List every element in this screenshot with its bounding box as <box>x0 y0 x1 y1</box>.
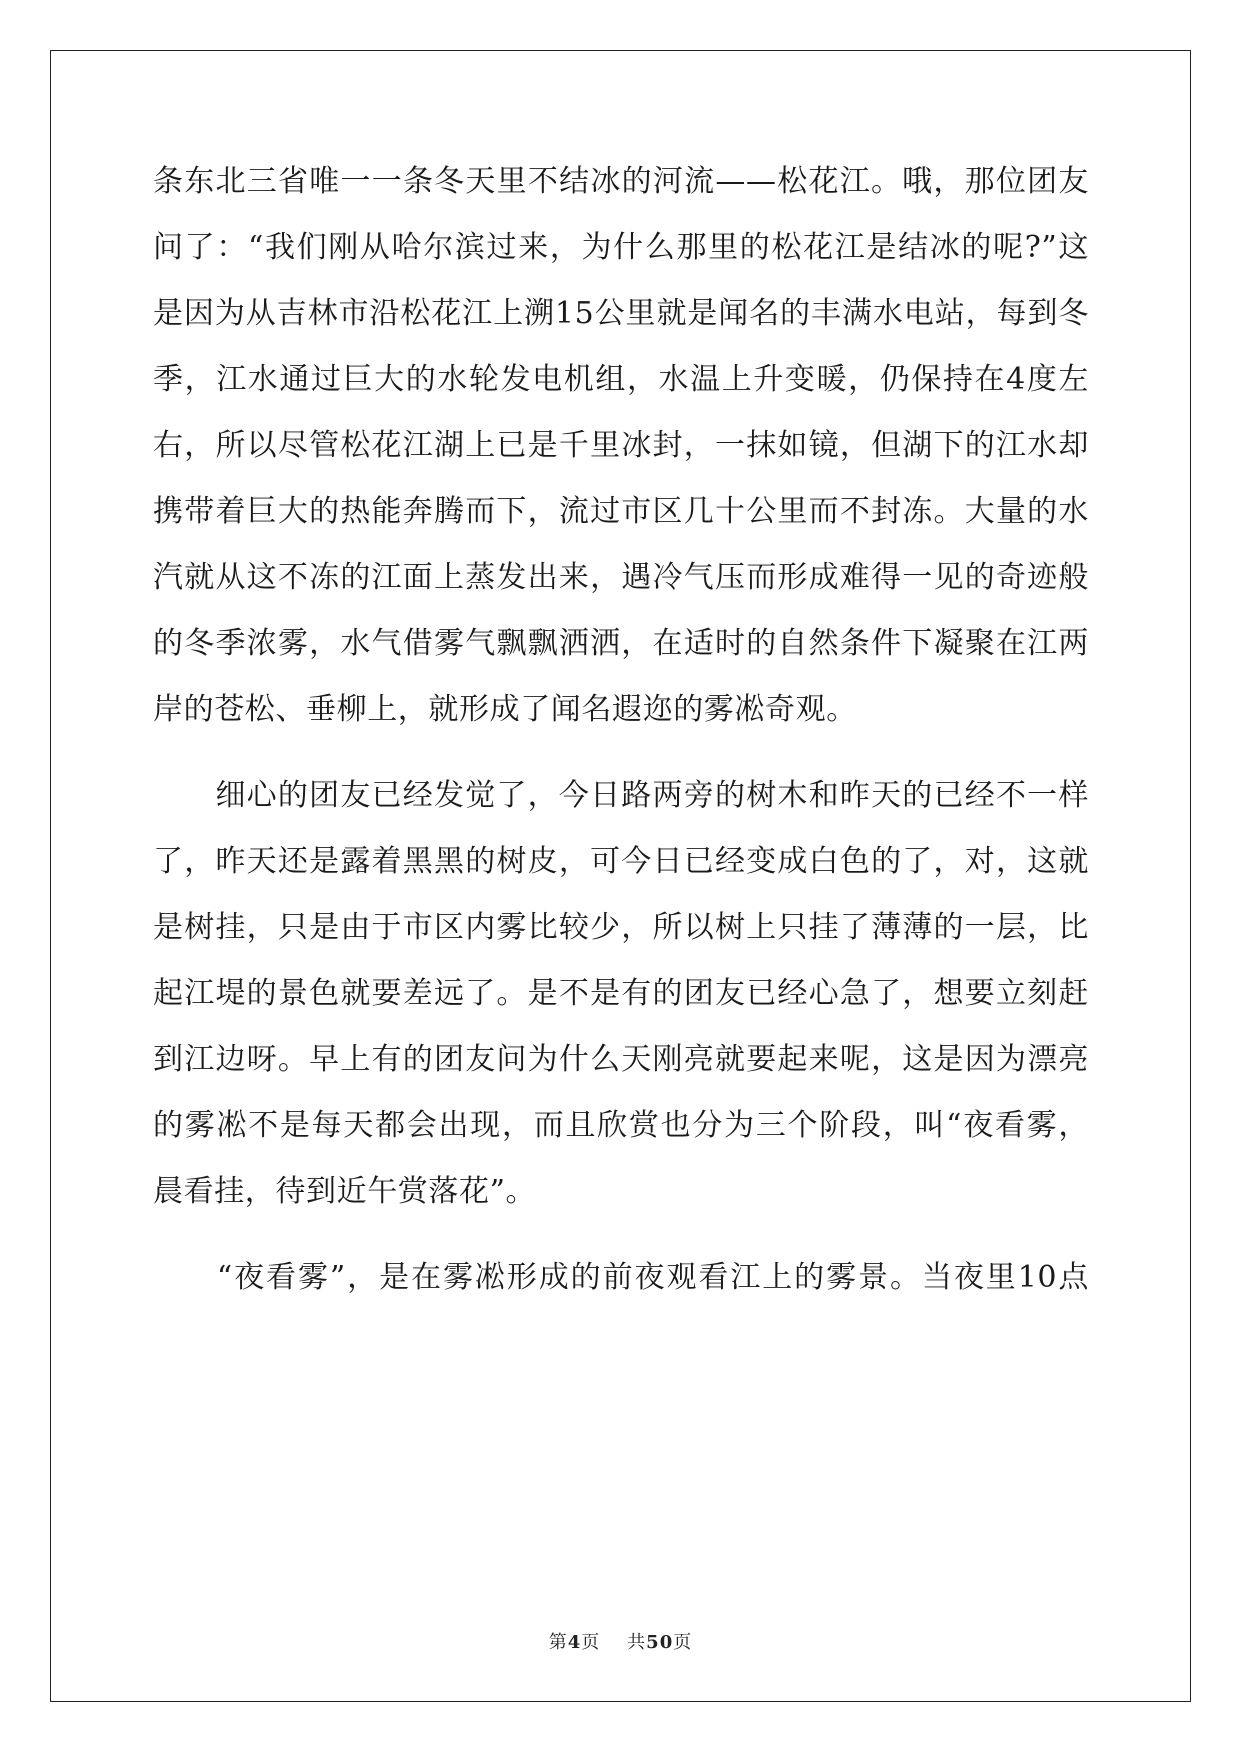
text-line: 起江堤的景色就要差远了。是不是有的团友已经心急了，想要立刻赶 <box>153 976 1089 1011</box>
page-number: 4 <box>567 1632 582 1653</box>
text-line: “夜看雾”，是在雾凇形成的前夜观看江上的雾景。当夜里10点 <box>153 1260 1089 1295</box>
text-line: 是树挂，只是由于市区内雾比较少，所以树上只挂了薄薄的一层，比 <box>153 910 1089 945</box>
total-suffix: 页 <box>673 1632 693 1653</box>
text-line: 汽就从这不冻的江面上蒸发出来，遇冷气压而形成难得一见的奇迹般 <box>153 560 1089 595</box>
text-line: 了，昨天还是露着黑黑的树皮，可今日已经变成白色的了，对，这就 <box>153 844 1089 879</box>
text-line: 条东北三省唯一一条冬天里不结冰的河流——松花江。哦，那位团友 <box>153 164 1089 199</box>
text-line: 携带着巨大的热能奔腾而下，流过市区几十公里而不封冻。大量的水 <box>153 494 1089 529</box>
paragraph <box>153 772 1089 1234</box>
page-suffix: 页 <box>581 1632 601 1653</box>
text-line: 是因为从吉林市沿松花江上溯15公里就是闻名的丰满水电站，每到冬 <box>153 296 1089 331</box>
paragraph <box>153 1254 1089 1320</box>
text-line: 的雾凇不是每天都会出现，而且欣赏也分为三个阶段，叫“夜看雾， <box>153 1108 1089 1143</box>
text-line: 到江边呀。早上有的团友问为什么天刚亮就要起来呢，这是因为漂亮 <box>153 1042 1089 1077</box>
text-line: 季，江水通过巨大的水轮发电机组，水温上升变暖，仍保持在4度左 <box>153 362 1089 397</box>
text-line: 岸的苍松、垂柳上，就形成了闻名遐迩的雾凇奇观。 <box>153 692 857 727</box>
page-footer <box>0 1628 1241 1654</box>
text-line: 的冬季浓雾，水气借雾气飘飘洒洒，在适时的自然条件下凝聚在江两 <box>153 626 1089 661</box>
text-line: 右，所以尽管松花江湖上已是千里冰封，一抹如镜，但湖下的江水却 <box>153 428 1089 463</box>
document-body <box>153 158 1089 1320</box>
total-pages: 50 <box>646 1632 674 1653</box>
text-line: 问了：“我们刚从哈尔滨过来，为什么那里的松花江是结冰的呢?”这 <box>153 230 1089 265</box>
paragraph <box>153 158 1089 752</box>
text-line: 细心的团友已经发觉了，今日路两旁的树木和昨天的已经不一样 <box>153 778 1089 813</box>
total-prefix: 共 <box>627 1632 647 1653</box>
text-line: 晨看挂，待到近午赏落花”。 <box>153 1174 537 1209</box>
page-prefix: 第 <box>548 1632 568 1653</box>
